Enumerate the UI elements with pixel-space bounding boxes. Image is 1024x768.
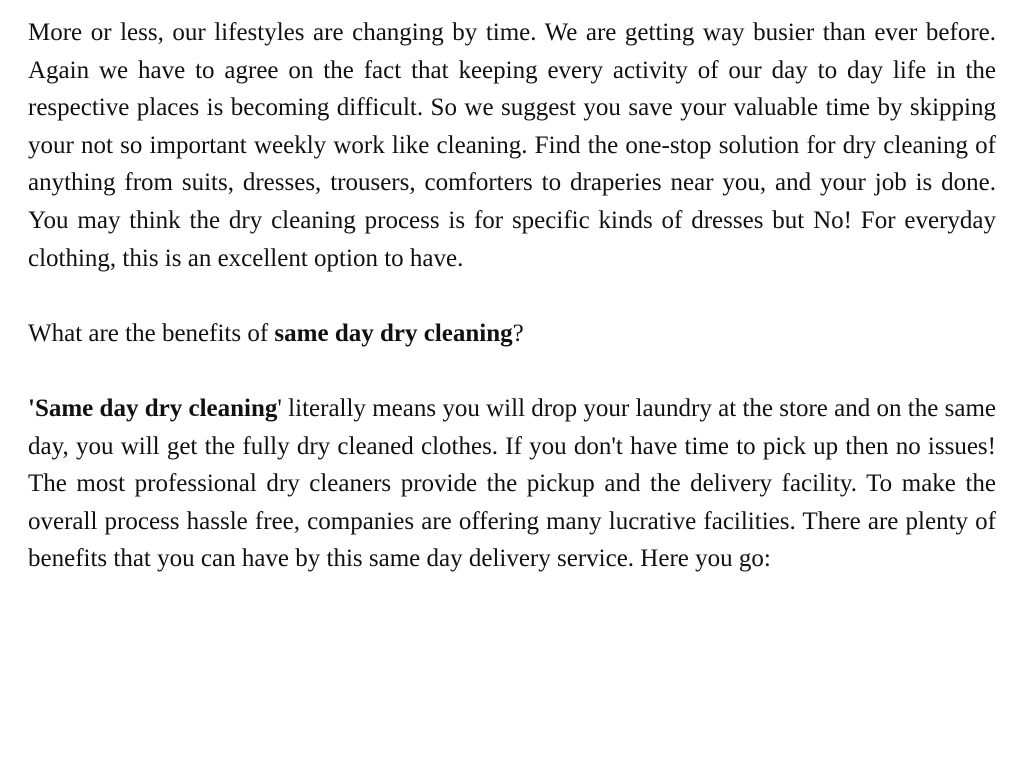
question-keyword: same day dry cleaning bbox=[274, 319, 513, 347]
intro-paragraph: More or less, our lifestyles are changing by time. We are getting way busier than ever before. Again we have to agree on the fact that keeping every activity of our day to day life in the respective places is becoming difficult. So we suggest you save your valuable time by skipping your not so important weekly work like cleaning. Find the one-stop solution for dry cleaning of anything from suits, dresses, trousers, comforters to draperies near you, and your job is done. You may think the dry cleaning process is for specific kinds of dresses but No! For everyday clothing, this is an excellent option to have. bbox=[28, 19, 996, 272]
question-prefix: What are the benefits of bbox=[28, 319, 275, 347]
definition-keyword: 'Same day dry cleaning bbox=[28, 394, 278, 422]
document-page bbox=[28, 14, 996, 578]
definition-paragraph bbox=[28, 390, 996, 578]
question-suffix: ? bbox=[512, 319, 524, 347]
definition-text: ' literally means you will drop your laundry at the store and on the same day, you will get the fully dry cleaned clothes. If you don't have time to pick up then no issues! The most professional dry cleaners provide the pickup and the delivery facility. To make the overall process hassle free, companies are offering many lucrative facilities. There are plenty of benefits that you can have by this same day delivery service. Here you go: bbox=[28, 394, 996, 573]
benefits-question bbox=[28, 315, 996, 353]
